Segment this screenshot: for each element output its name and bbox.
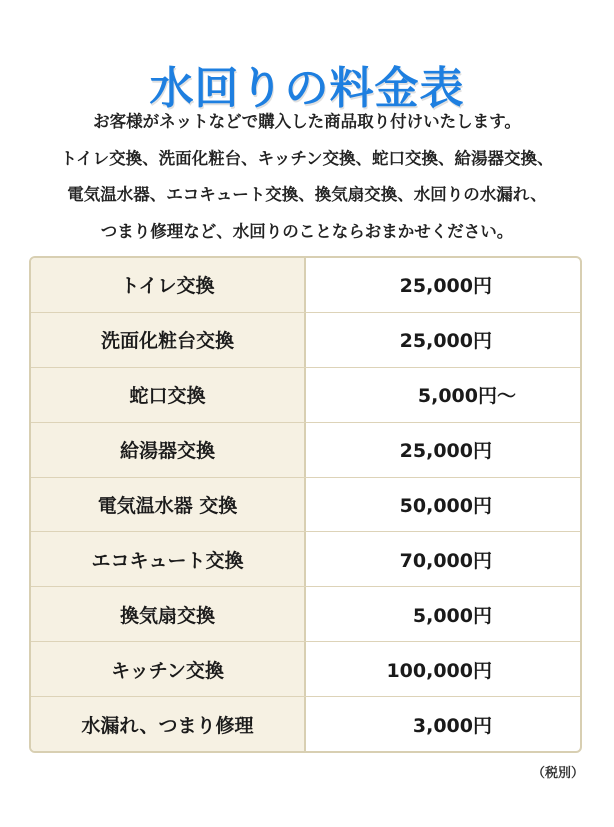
table-row <box>31 697 580 752</box>
intro-line: 電気温水器、エコキュート交換、換気扇交換、水回りの水漏れ、 <box>67 185 547 204</box>
service-price: 5,000円〜 <box>417 385 516 408</box>
table-row <box>31 368 580 423</box>
tax-note: （税別） <box>531 766 584 781</box>
service-price: 25,000円 <box>399 440 492 463</box>
service-name: エコキュート交換 <box>31 532 306 586</box>
table-row <box>31 258 580 313</box>
table-row <box>31 532 580 587</box>
service-price: 70,000円 <box>399 549 492 572</box>
service-name: キッチン交換 <box>31 642 306 696</box>
intro-line: つまり修理など、水回りのことならおまかせください。 <box>100 221 514 241</box>
service-price: 50,000円 <box>399 495 492 517</box>
table-row <box>31 423 580 478</box>
table-row <box>31 587 580 642</box>
service-price: 25,000円 <box>399 275 492 298</box>
service-price: 100,000円 <box>386 659 492 682</box>
service-name: 電気温水器 交換 <box>31 478 306 532</box>
page-title: 水回りの料金表 <box>149 63 465 115</box>
service-price: 5,000円 <box>412 604 492 627</box>
price-table <box>29 256 582 753</box>
service-price: 3,000円 <box>412 715 492 738</box>
service-name: 蛇口交換 <box>31 368 306 422</box>
service-name: トイレ交換 <box>31 258 306 312</box>
table-row <box>31 642 580 697</box>
table-row <box>31 313 580 368</box>
service-name: 水漏れ、つまり修理 <box>31 697 306 752</box>
table-row <box>31 478 580 533</box>
service-name: 洗面化粧台交換 <box>31 313 306 367</box>
intro-text <box>0 104 614 250</box>
service-name: 給湯器交換 <box>31 423 306 477</box>
service-name: 換気扇交換 <box>31 587 306 641</box>
service-price: 25,000円 <box>399 330 492 353</box>
intro-line: トイレ交換、洗面化粧台、キッチン交換、蛇口交換、給湯器交換、 <box>60 148 554 168</box>
intro-line: お客様がネットなどで購入した商品取り付けいたします。 <box>93 112 521 131</box>
